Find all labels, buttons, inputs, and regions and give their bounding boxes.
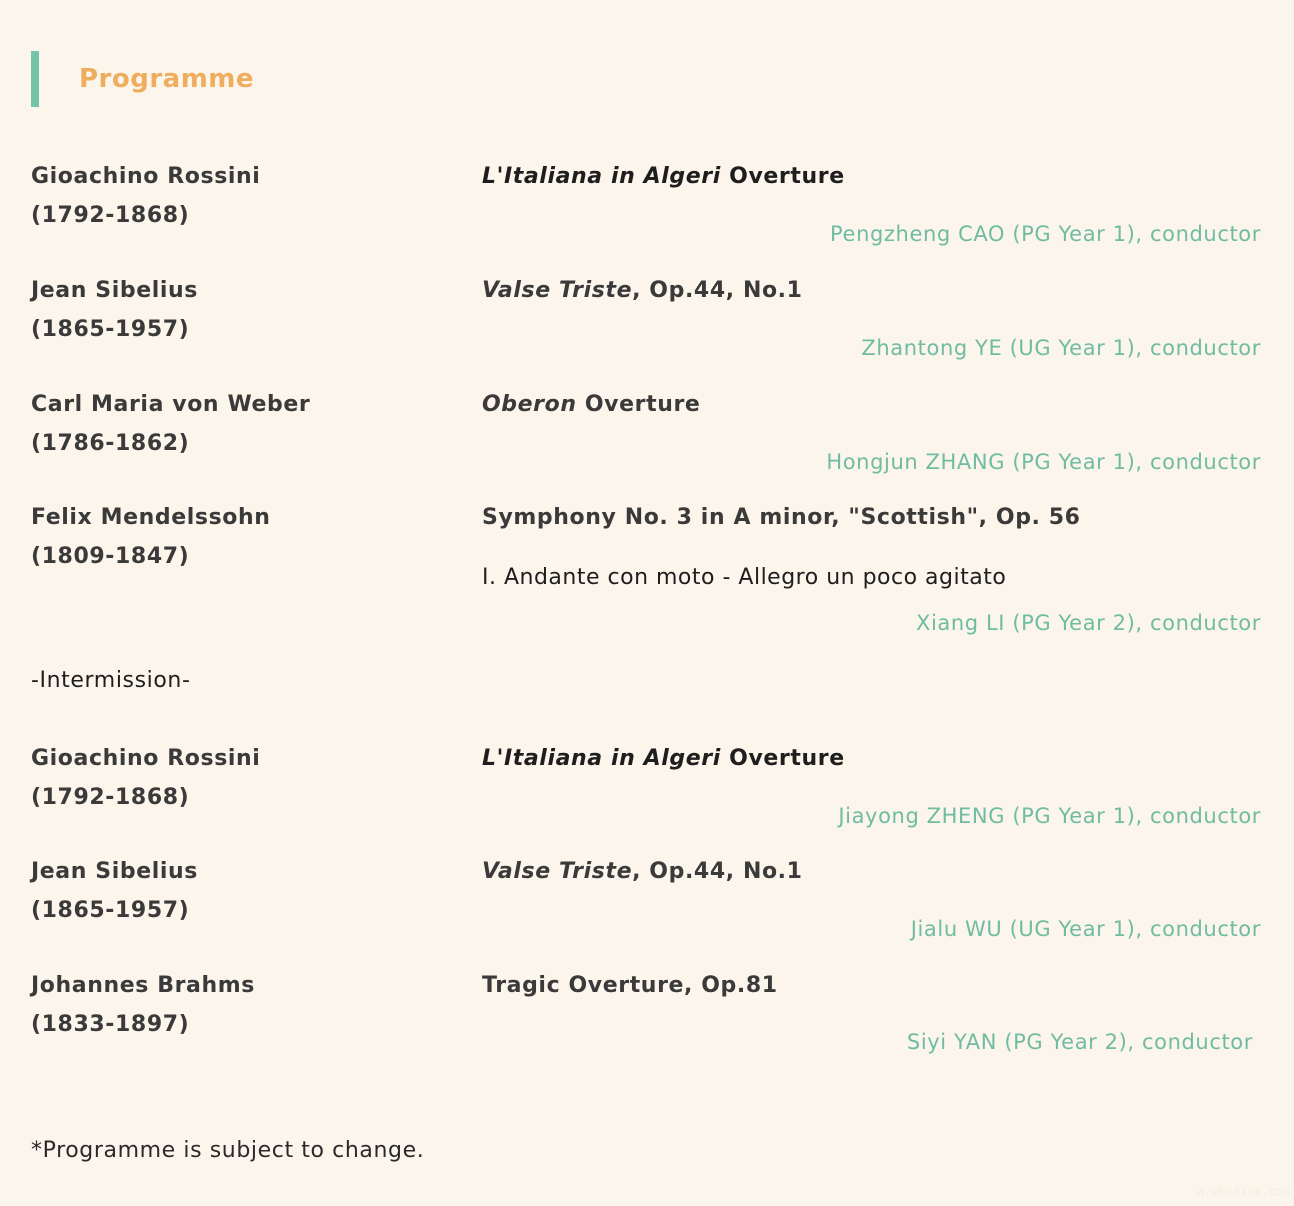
movement: I. Andante con moto - Allegro un poco agitato	[482, 565, 1007, 590]
work-title-italic: Oberon	[482, 392, 577, 417]
conductor: Pengzheng CAO (PG Year 1), conductor	[830, 222, 1261, 246]
work-title-italic: L'Italiana in Algeri	[482, 746, 721, 771]
composer	[31, 499, 461, 576]
work-title	[482, 158, 845, 197]
composer-name: Jean Sibelius	[31, 859, 198, 884]
conductor: Hongjun ZHANG (PG Year 1), conductor	[826, 450, 1261, 474]
composer-dates: (1809-1847)	[31, 543, 190, 569]
programme-heading	[31, 51, 254, 107]
composer	[31, 967, 461, 1044]
composer	[31, 740, 461, 817]
composer-dates: (1786-1862)	[31, 430, 190, 456]
work-title: Tragic Overture, Op.81	[482, 973, 778, 998]
watermark: a.wbo31ab.com	[1197, 1185, 1290, 1198]
page-title: Programme	[79, 64, 255, 94]
composer	[31, 853, 461, 930]
composer-name: Gioachino Rossini	[31, 164, 261, 189]
composer	[31, 386, 461, 463]
work-title-rest: , Op.44, No.1	[632, 859, 803, 884]
composer-name: Johannes Brahms	[31, 973, 255, 998]
work-title	[482, 853, 803, 892]
work-title	[482, 740, 845, 779]
conductor: Xiang LI (PG Year 2), conductor	[915, 611, 1261, 635]
work-title-rest: , Op.44, No.1	[632, 278, 803, 303]
intermission: -Intermission-	[31, 668, 191, 693]
composer-dates: (1833-1897)	[31, 1011, 190, 1037]
footnote: *Programme is subject to change.	[31, 1138, 425, 1163]
work-title	[482, 272, 803, 311]
composer	[31, 158, 461, 235]
work-title-italic: Valse Triste	[482, 859, 633, 884]
conductor: Siyi YAN (PG Year 2), conductor	[906, 1030, 1253, 1054]
composer-name: Felix Mendelssohn	[31, 505, 271, 530]
work-title-rest: Overture	[576, 392, 701, 417]
work-title-italic: L'Italiana in Algeri	[482, 164, 721, 189]
work-title: Symphony No. 3 in A minor, "Scottish", Op. 56	[482, 505, 1081, 530]
work-title-rest: Overture	[720, 746, 845, 771]
conductor: Zhantong YE (UG Year 1), conductor	[861, 336, 1261, 360]
composer	[31, 272, 461, 349]
composer-dates: (1792-1868)	[31, 784, 190, 810]
work-title-italic: Valse Triste	[482, 278, 633, 303]
work-title-rest: Overture	[720, 164, 845, 189]
conductor: Jialu WU (UG Year 1), conductor	[910, 917, 1261, 941]
composer-name: Carl Maria von Weber	[31, 392, 311, 417]
composer-dates: (1865-1957)	[31, 897, 190, 923]
composer-name: Gioachino Rossini	[31, 746, 261, 771]
composer-dates: (1865-1957)	[31, 316, 190, 342]
conductor: Jiayong ZHENG (PG Year 1), conductor	[838, 804, 1261, 828]
composer-dates: (1792-1868)	[31, 202, 190, 228]
work-title	[482, 386, 700, 425]
composer-name: Jean Sibelius	[31, 278, 198, 303]
